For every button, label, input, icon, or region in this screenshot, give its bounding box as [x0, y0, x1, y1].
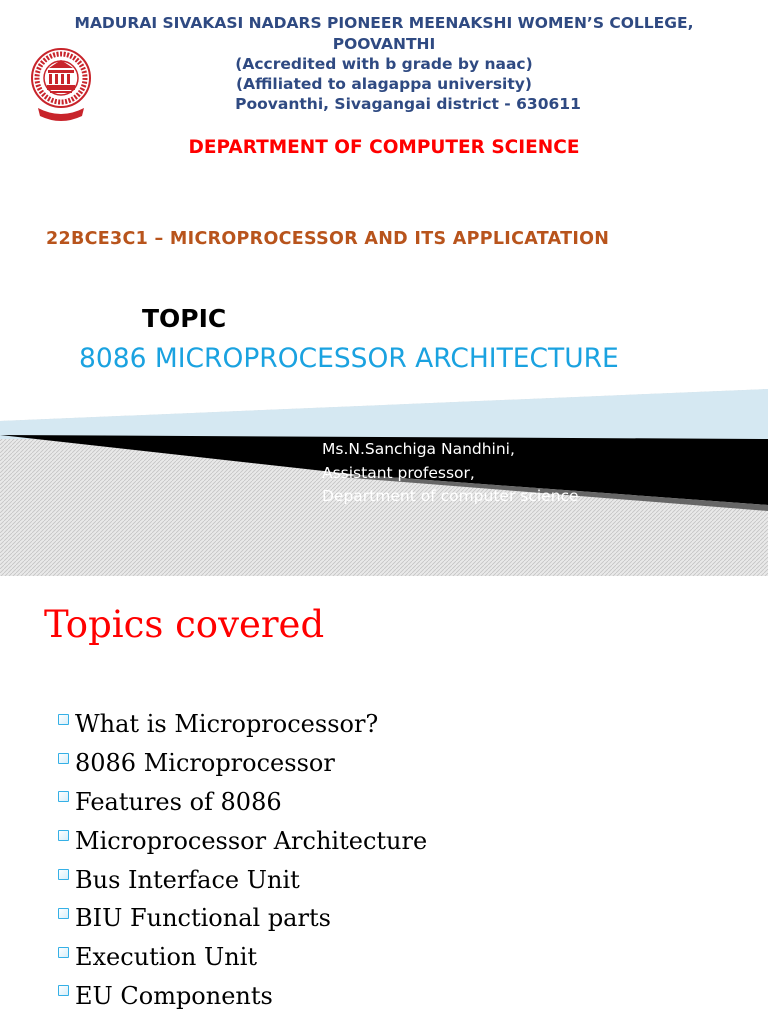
author-department: Department of computer science — [322, 487, 579, 505]
topic-item-text: BIU Functional parts — [75, 904, 331, 933]
topic-item-text: 8086 Microprocessor — [75, 749, 335, 778]
topic-label: TOPIC — [142, 304, 227, 333]
topic-title: 8086 MICROPROCESSOR ARCHITECTURE — [79, 343, 619, 374]
list-item — [58, 744, 427, 783]
college-name-line1: MADURAI SIVAKASI NADARS PIONEER MEENAKSHI WOMEN’S COLLEGE, — [74, 14, 694, 32]
list-item — [58, 821, 427, 860]
topic-item-text: Features of 8086 — [75, 787, 282, 816]
list-item — [58, 899, 427, 938]
square-bullet-icon — [58, 947, 69, 958]
square-bullet-icon — [58, 830, 69, 841]
affiliation-text: (Affiliated to alagappa university) — [236, 75, 532, 93]
square-bullet-icon — [58, 791, 69, 802]
topic-item-text: Bus Interface Unit — [75, 865, 300, 894]
square-bullet-icon — [58, 985, 69, 996]
list-item — [58, 705, 427, 744]
accreditation-text: (Accredited with b grade by naac) — [235, 55, 533, 73]
address-text: Poovanthi, Sivagangai district - 630611 — [235, 95, 581, 113]
college-name-line2: POOVANTHI — [332, 35, 436, 53]
square-bullet-icon — [58, 869, 69, 880]
list-item — [58, 783, 427, 822]
topic-item-text: EU Components — [75, 981, 273, 1010]
department-heading: DEPARTMENT OF COMPUTER SCIENCE — [188, 137, 580, 158]
author-name: Ms.N.Sanchiga Nandhini, — [322, 440, 515, 458]
course-title: 22BCE3C1 – MICROPROCESSOR AND ITS APPLICATATION — [46, 229, 610, 249]
college-seal-icon — [30, 46, 92, 122]
topics-heading: Topics covered — [44, 603, 325, 646]
topic-item-text: Microprocessor Architecture — [75, 826, 428, 855]
topics-slide — [0, 576, 768, 1024]
list-item — [58, 977, 427, 1016]
author-block — [322, 438, 579, 509]
square-bullet-icon — [58, 714, 69, 725]
square-bullet-icon — [58, 753, 69, 764]
topic-item-text: What is Microprocessor? — [75, 710, 379, 739]
list-item — [58, 860, 427, 899]
list-item — [58, 938, 427, 977]
topics-list — [58, 705, 427, 1015]
author-designation: Assistant professor, — [322, 463, 475, 482]
topic-item-text: Execution Unit — [75, 943, 258, 972]
square-bullet-icon — [58, 908, 69, 919]
